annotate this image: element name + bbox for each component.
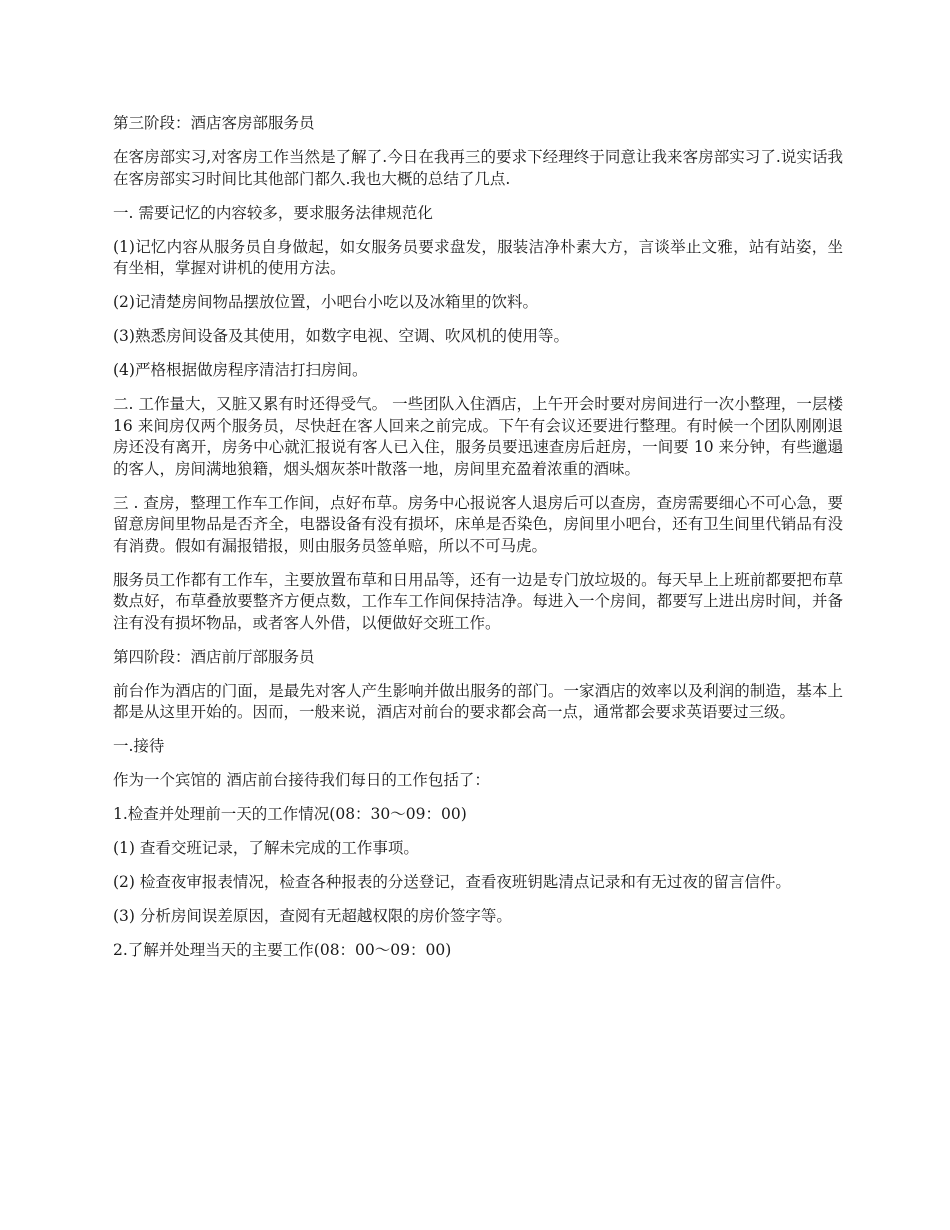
body-paragraph-work-cart: 服务员工作都有工作车，主要放置布草和日用品等，还有一边是专门放垃圾的。每天早上上班前都要把布草数点好，布草叠放要整齐方便点数，工作车工作间保持洁净。每进入一个房间，都要写上进出房时间，并备注有没有损坏物品，或者客人外借，以便做好交班工作。 (113, 570, 843, 632)
list-item-memory-3: (3)熟悉房间设备及其使用，如数字电视、空调、吹风机的使用等。 (113, 327, 569, 345)
point-heading-reception: 一.接待 (113, 737, 165, 755)
task-heading-1: 1.检查并处理前一天的工作情况(08：30～09：00) (113, 805, 467, 823)
section-heading-stage-four: 第四阶段：酒店前厅部服务员 (113, 647, 315, 666)
task-item-1-2: (2) 检查夜审报表情况，检查各种报表的分送登记，查看夜班钥匙清点记录和有无过夜的留言信件。 (113, 873, 791, 891)
section-heading-stage-three: 第三阶段：酒店客房部服务员 (113, 114, 315, 132)
list-item-memory-1: (1)记忆内容从服务员自身做起，如女服务员要求盘发，服装洁净朴素大方，言谈举止文雅，站有站姿，坐有坐相，掌握对讲机的使用方法。 (113, 237, 843, 277)
task-heading-2: 2.了解并处理当天的主要工作(08：00～09：00) (113, 941, 452, 959)
task-item-1-1: (1) 查看交班记录，了解未完成的工作事项。 (113, 839, 419, 857)
list-item-memory-2: (2)记清楚房间物品摆放位置，小吧台小吃以及冰箱里的饮料。 (113, 293, 538, 311)
task-item-1-3: (3) 分析房间误差原因，查阅有无超越权限的房价签字等。 (113, 907, 512, 925)
document-page (113, 113, 843, 974)
point-heading-one: 一. 需要记忆的内容较多，要求服务法律规范化 (113, 203, 433, 222)
intro-paragraph-housekeeping: 在客房部实习,对客房工作当然是了解了.今日在我再三的要求下经理终于同意让我来客房部实习了.说实话我在客房部实习时间比其他部门都久.我也大概的总结了几点. (113, 148, 843, 188)
intro-paragraph-front-desk: 前台作为酒店的门面，是最先对客人产生影响并做出服务的部门。一家酒店的效率以及利润的制造，基本上都是从这里开始的。因而，一般来说，酒店对前台的要求都会高一点，通常都会要求英语要过三级。 (113, 681, 843, 721)
point-paragraph-three: 三 . 查房，整理工作车工作间，点好布草。房务中心报说客人退房后可以查房，查房需要细心不可心急，要留意房间里物品是否齐全，电器设备有没有损坏，床单是否染色，房间里小吧台，还有卫生间里代销品有没有消费。假如有漏报错报，则由服务员签单赔，所以不可马虎。 (113, 493, 843, 555)
list-item-memory-4: (4)严格根据做房程序清洁打扫房间。 (113, 361, 368, 379)
point-paragraph-two: 二. 工作量大，又脏又累有时还得受气。 一些团队入住酒店，上午开会时要对房间进行一次小整理，一层楼 16 来间房仅两个服务员，尽快赶在客人回来之前完成。下午有会议还要进行整理。有时候一个团队刚刚退房还没有离开，房务中心就汇报说有客人已入住，服务员要迅速查房后赶房，一间要 10 来分钟，有些邋遢的客人，房间满地狼籍，烟头烟灰茶叶散落一地，房间里充盈着浓重的酒味。 (113, 395, 843, 478)
body-paragraph-daily-work: 作为一个宾馆的 酒店前台接待我们每日的工作包括了： (113, 771, 490, 789)
